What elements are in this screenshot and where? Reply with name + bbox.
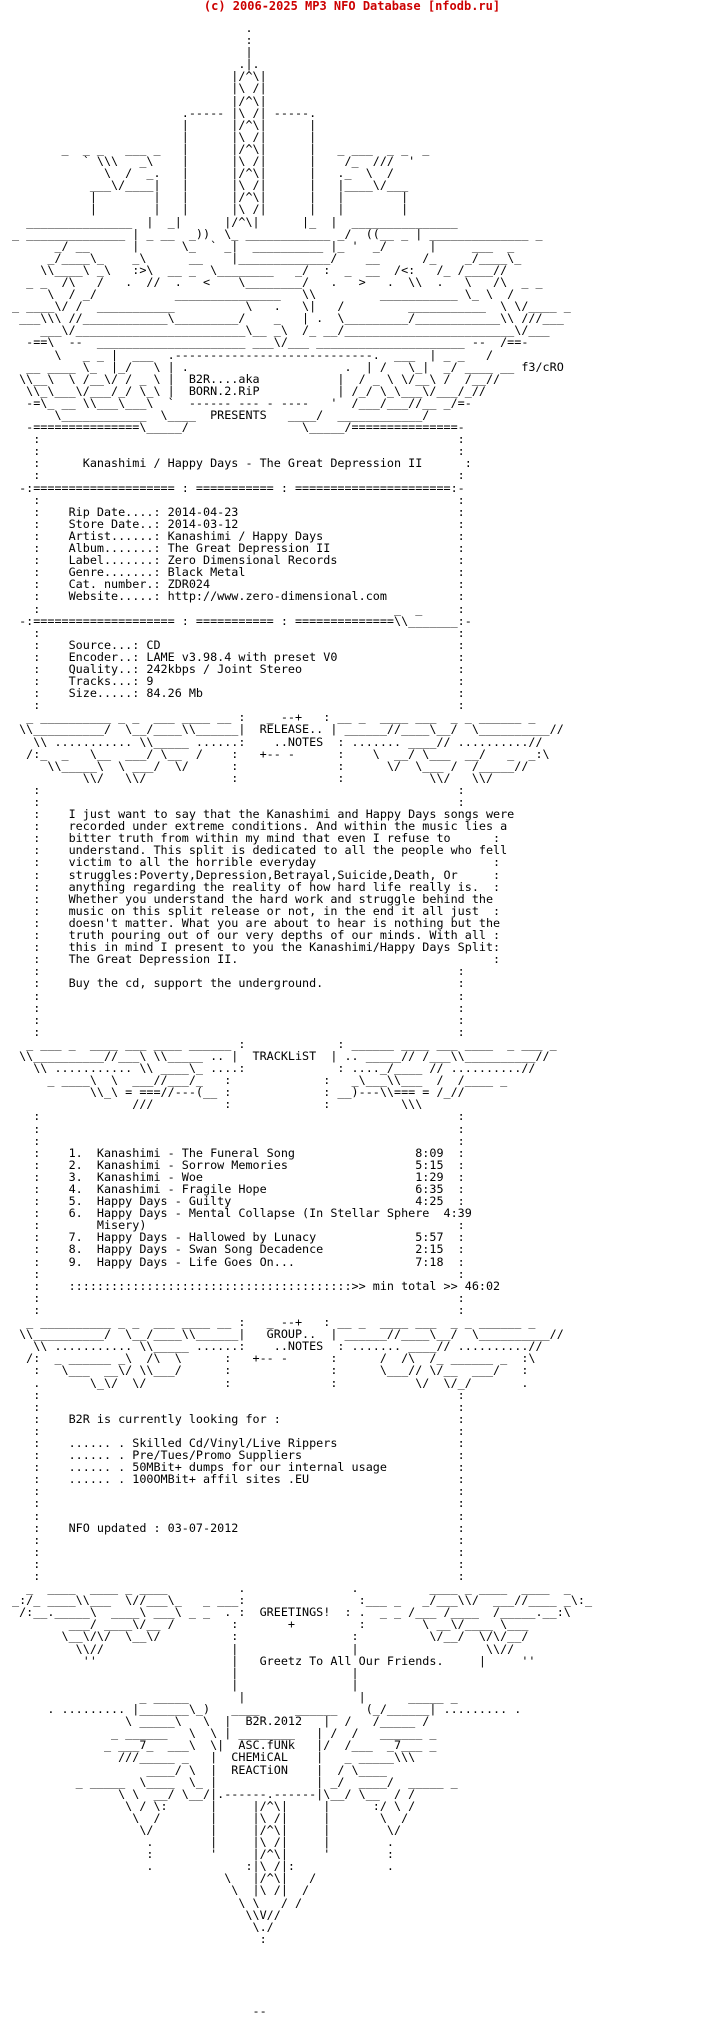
nfo-line: : : xyxy=(12,492,465,507)
nfo-line: : music on this split release or not, in the end it all just : xyxy=(12,903,501,918)
nfo-line: : : xyxy=(12,1387,465,1402)
nfo-line: : xyxy=(12,1931,267,1946)
nfo-line: | | | |/^\| | | | xyxy=(12,190,409,205)
nfo-line: : ...... . 50MBit+ dumps for our internal usage : xyxy=(12,1460,465,1475)
nfo-line: \\_\___\/___/_/ \_\ | BORN.2.RiP | /_/ \_\___\/___/_// xyxy=(12,383,486,398)
nfo-line: -:==================== : =========== : ==============\\_______:- xyxy=(12,613,472,628)
nfo-line: \\__________/ \__/____\\______| RELEASE.. | ______//____\__/ \__________// xyxy=(12,722,564,737)
nfo-line: _ ______ \ \ | ________ | / / ______ _ xyxy=(12,1726,437,1741)
nfo-line: : : xyxy=(12,1266,465,1281)
nfo-line: : : xyxy=(12,432,465,447)
nfo-line: ___\\\ //____________\_________/ _ | . \_________/____________\\ ///___ xyxy=(12,311,564,326)
nfo-line: : this in mind I present to you the Kanashimi/Happy Days Split: xyxy=(12,940,501,955)
nfo-line: : Buy the cd, support the underground. : xyxy=(12,976,465,991)
nfo-line: \/ | |/^\| | \/ xyxy=(12,1822,402,1837)
nfo-line: \ |/^\| / xyxy=(12,1871,317,1886)
nfo-line: | xyxy=(12,45,253,60)
nfo-line: /: _ ______ _\ /\ \ : +-- - : / /\ /_ ______ _ :\ xyxy=(12,1351,536,1366)
nfo-line: \ / | |\ /| | \ / xyxy=(12,1810,409,1825)
nfo-line: . \_\/ \/ : : \/ \/_/ . xyxy=(12,1375,529,1390)
nfo-line: __ ____ \_ |_/ \ | . . | / \_| _/ ____ __ f3/cRO xyxy=(12,359,564,374)
nfo-line: : ...... . 100OMBit+ affil sites .EU : xyxy=(12,1472,465,1487)
nfo-line: : Whether you understand the hard work and struggle behind the xyxy=(12,891,494,906)
nfo-line: : xyxy=(12,33,253,48)
nfo-line: -=\_ __ \\___\___\ ` ------ --- - ---- ' /___/___//__ _/=- xyxy=(12,395,472,410)
nfo-line: _ ___ _ ____ ___ ____ ______ : : ______ ____ ___ ____ _ ___ _ xyxy=(12,1036,557,1051)
nfo-line: | | xyxy=(12,1677,359,1692)
nfo-line: ///_____ _ | CHEMiCAL | _ _____\\\ xyxy=(12,1750,416,1765)
nfo-line: : : xyxy=(12,1556,465,1571)
nfo-line: : 3. Kanashimi - Woe 1:29 : xyxy=(12,1169,465,1184)
nfo-line: -==\ -- _____________________ ___\/___ _____________________ -- /==- xyxy=(12,335,529,350)
nfo-line: : ::::::::::::::::::::::::::::::::::::::::>> min total >> 46:02 xyxy=(12,1278,501,1293)
nfo-line: : : xyxy=(12,468,465,483)
nfo-line: : NFO updated : 03-07-2012 : xyxy=(12,1520,465,1535)
nfo-line: _ ____ ____ _ ____ . . ____ _ ____ ____ _ xyxy=(12,1581,571,1596)
nfo-line: : I just want to say that the Kanashimi and Happy Days songs were xyxy=(12,807,515,822)
nfo-line: ___\/________________________\__ _\ /_ __/________________________\/___ xyxy=(12,323,550,338)
nfo-line: : Website.....: http://www.zero-dimensional.com : xyxy=(12,589,465,604)
nfo-line: \\/ \\/ : : \\/ \\/ xyxy=(12,770,494,785)
nfo-line: : Size.....: 84.26 Mb : xyxy=(12,686,465,701)
nfo-line: \\ ........... \\_____ ......: ..NOTES : ....... ____// ..........// xyxy=(12,734,543,749)
nfo-line: : Album.......: The Great Depression II : xyxy=(12,541,465,556)
nfo-line: | | xyxy=(12,1665,359,1680)
nfo-line: : Encoder..: LAME v3.98.4 with preset V0 : xyxy=(12,649,465,664)
nfodb-credit-header: (c) 2006-2025 MP3 NFO Database [nfodb.ru] xyxy=(203,0,501,13)
nfo-line: _:/_ ____\\___ \//___\_ _ ___: :___ _ _/___\\/ ___//____ _\:_ xyxy=(12,1593,593,1608)
nfo-line: .----- |\ /| -----. xyxy=(12,105,317,120)
nfo-line: ____/ \ | REACTiON | / \____ xyxy=(12,1762,387,1777)
nfo-line: . | |\ /| | . xyxy=(12,1835,395,1850)
nfo-line: \ \ / / xyxy=(12,1895,303,1910)
nfo-line: _______________ | _| |/^\| |_ | _______________ xyxy=(12,214,458,229)
nfo-line: : : xyxy=(12,988,465,1003)
nfo-line: \ _ _ | ___ .----------------------------. ___ | _ _ / xyxy=(12,347,494,362)
nfo-line: _ _ _ ___ _ | |/^\| | _ ___ _ _ _ xyxy=(12,141,430,156)
nfo-line: _/ __ | \_ ` _| __________ |_ ' _/ | ___ _ xyxy=(12,238,515,253)
nfo-line: : understand. This split is dedicated to all the people who fell xyxy=(12,843,508,858)
nfo-line: |\ /| xyxy=(12,81,267,96)
nfo-line: ` \\\ _\ | |\ /| | /_ /// ' xyxy=(12,154,416,169)
nfo-line: : : xyxy=(12,1121,465,1136)
nfo-line: : : xyxy=(12,1399,465,1414)
nfo-line: : : xyxy=(12,1024,465,1039)
nfo-line: : : xyxy=(12,444,465,459)
nfo-line: -:==================== : =========== : ======================:- xyxy=(12,480,465,495)
nfo-line: _ _____ \____ \_ | | _/ ____/ _____ _ xyxy=(12,1774,458,1789)
nfo-line: : Rip Date....: 2014-04-23 : xyxy=(12,504,465,519)
nfo-line: _ __________ _ _ ___ ____ __ : _ --+ : __ _ ____ ___ _ _ ______ _ xyxy=(12,1315,536,1330)
nfo-line: \\V// xyxy=(12,1907,281,1922)
nfo-line: -===============\_____/ \_____/===============- xyxy=(12,420,465,435)
nfo-line: \\// | | \\// xyxy=(12,1641,515,1656)
nfo-line: \./ xyxy=(12,1919,274,1934)
nfo-line: /:__._____\ ____\ ___\ _ _ . : GREETINGS! : . _ _ /___ /____ /_____.__:\ xyxy=(12,1605,571,1620)
nfo-line: : : xyxy=(12,1508,465,1523)
nfo-line: .|. xyxy=(12,57,260,72)
nfo-line: : _ _ : xyxy=(12,601,465,616)
nfo-line: : doesn't matter. What you are about to hear is nothing but the xyxy=(12,915,501,930)
nfo-line: ___\/____| | |\ /| | |____\/___ xyxy=(12,178,409,193)
nfo-line: \ / _. | |/^\| | ._ \ / xyxy=(12,166,395,181)
nfo-line: ___/ ____\/__ / : + : \ __\/____ \___ xyxy=(12,1617,529,1632)
nfo-line: : recorded under extreme conditions. And within the music lies a xyxy=(12,819,508,834)
nfo-line: : : xyxy=(12,1496,465,1511)
nfo-line: _ ____\ \ ___//___/_ : : _\___\\___ / /____ _ xyxy=(12,1073,508,1088)
nfo-line: : 2. Kanashimi - Sorrow Memories 5:15 : xyxy=(12,1157,465,1172)
nfo-line: : : xyxy=(12,1302,465,1317)
nfo-line: _ __________ _ _ ___ ____ __ : _ --+ : __ _ ____ ___ _ _ ______ _ xyxy=(12,710,536,725)
nfo-line: : Misery) : xyxy=(12,1218,465,1233)
nfo-line: : Genre.......: Black Metal : xyxy=(12,565,465,580)
nfo-line: : : xyxy=(12,1000,465,1015)
nfo-line: : Quality..: 242kbps / Joint Stereo : xyxy=(12,661,465,676)
nfo-line: '' | Greetz To All Our Friends. | '' xyxy=(12,1653,536,1668)
nfo-line: . xyxy=(12,21,253,35)
nfo-line: : : xyxy=(12,795,465,809)
nfo-line: : 7. Happy Days - Hallowed by Lunacy 5:57 : xyxy=(12,1230,465,1245)
nfo-line: : Store Date..: 2014-03-12 : xyxy=(12,516,465,531)
nfo-line: _ ____\/ / ___________ \ . \| / ___________ \ \/____ _ xyxy=(12,299,571,314)
nfo-line: \\ ........... \\ ____\_ ....: : ...._/____ // ..........// xyxy=(12,1061,536,1076)
nfo-line: : : xyxy=(12,964,465,979)
nfo-line: : Artist......: Kanashimi / Happy Days : xyxy=(12,528,465,543)
nfo-line: : 6. Happy Days - Mental Collapse (In Stellar Sphere 4:39 xyxy=(12,1206,472,1221)
nfo-line: _ _____ | | _____ _ xyxy=(12,1689,458,1704)
nfo-line: _ ___7_ ___\ \| ASC.fUNk |/ /___ _7___ _ xyxy=(12,1738,437,1753)
nfo-line: _ ______________ | _ __ _)) \_ ____________ _/ ((__ _ | ______________ _ xyxy=(12,226,543,241)
nfo-line: : anything regarding the reality of how hard life really is. : xyxy=(12,879,501,894)
nfo-line: \ |\ /| / xyxy=(12,1883,310,1898)
nfo-line: : struggles:Poverty,Depression,Betrayal,Suicide,Death, Or : xyxy=(12,867,501,882)
nfo-line: : bitter truth from within my mind that even I refuse to : xyxy=(12,831,501,846)
nfo-line: : Cat. number.: ZDR024 : xyxy=(12,577,465,592)
nfo-line: _/____\_ _\ __ |_____________/ __ /_ _/____\_ xyxy=(12,250,522,265)
nfo-line: : : xyxy=(12,1012,465,1027)
nfo-line: . :|\ /|: . xyxy=(12,1859,395,1874)
nfo-line: \\__\ \ /__\/ / _ \ | B2R....aka | / _ \ \/__\ / /__// xyxy=(12,371,501,386)
nfo-line: : ' |/^\| ' : xyxy=(12,1847,395,1862)
nfo-line: : 9. Happy Days - Life Goes On... 7:18 : xyxy=(12,1254,465,1269)
nfo-line: : Label.......: Zero Dimensional Records : xyxy=(12,553,465,568)
nfo-line: \____________ \____ PRESENTS ____/ ____________/ xyxy=(12,408,430,422)
nfo-line: : : xyxy=(12,1133,465,1148)
nfo-line: : : xyxy=(12,1484,465,1499)
nfo-line: | |/^\| | xyxy=(12,117,317,132)
nfo-line: \\_\ = ===//---(__ : : __)---\\=== = /_// xyxy=(12,1085,465,1100)
nfo-line: : 1. Kanashimi - The Funeral Song 8:09 : xyxy=(12,1145,465,1160)
nfo-line: : : xyxy=(12,1109,465,1124)
nfo-line: \\ ........... \\_____ ......: ..NOTES : ....... ____// ..........// xyxy=(12,1339,543,1354)
nfo-line: : : xyxy=(12,625,465,640)
nfo-line: \ / \: | |/^\| | :/ \ / xyxy=(12,1798,416,1813)
nfo-line: : Kanashimi / Happy Days - The Great Depression II : xyxy=(12,456,472,471)
nfo-line: : : xyxy=(12,698,465,713)
nfo-line: : ...... . Pre/Tues/Promo Suppliers : xyxy=(12,1448,465,1463)
nfo-line: : : xyxy=(12,782,465,797)
nfo-line: _ _ /\ / . // . < \________/ . > . \\ . \ /\ _ _ xyxy=(12,274,543,289)
nfo-line: \\____\ _\ :>\ __ _ \________ _/ : _ __ /<: /_ /____// xyxy=(12,262,508,277)
nfo-line: \\__________//___\ \\_____ .. | TRACKLiST | .. _____// /___\\__________// xyxy=(12,1048,550,1063)
nfo-line: -- xyxy=(12,2004,267,2018)
nfo-line: /// : : \\\ xyxy=(12,1097,423,1112)
nfo-line: \\__________/ \__/____\\______| GROUP.. | ______//____\__/ \__________// xyxy=(12,1327,564,1342)
nfo-line: \\_____\ \ ___/ \/ : : \/ \___ / /_____// xyxy=(12,758,529,773)
nfo-line: : \___ __\/ \\___/ : : \___// \/__ ___/ : xyxy=(12,1363,529,1378)
nfo-line: | | | |\ /| | | | xyxy=(12,202,409,217)
nfo-line: \__\/\/ \__\/ : : \/__/ \/\/__/ xyxy=(12,1629,529,1644)
nfo-line: \ \ __/ \__/|.------.------|\__/ \__ / / xyxy=(12,1786,416,1801)
nfo-line: | |\ /| | xyxy=(12,129,317,144)
nfo-ascii-body xyxy=(12,22,592,2017)
nfo-line: \ _____\ \ | B2R.2012 | / /_____ / xyxy=(12,1714,430,1729)
nfo-line: : truth pouring out of our very depths of our minds. With all : xyxy=(12,928,501,943)
nfo-line: : 4. Kanashimi - Fragile Hope 6:35 : xyxy=(12,1182,465,1196)
nfo-line: : B2R is currently looking for : : xyxy=(12,1411,465,1426)
nfo-line: . ......... |_______\_) ____ ______ (_/______| ......... . xyxy=(12,1702,522,1717)
nfo-line: : : xyxy=(12,1532,465,1547)
nfo-line: : 5. Happy Days - Guilty 4:25 : xyxy=(12,1194,465,1209)
nfo-line: \ / _/ _______________ \\ ___________ \_ \ / xyxy=(12,287,515,302)
nfo-line: /:_ _ \__ ___/ \__ / : +-- - : \ __/ \___ __/ _ _:\ xyxy=(12,746,550,761)
nfo-line: : Source...: CD : xyxy=(12,637,465,652)
nfo-line: : ...... . Skilled Cd/Vinyl/Live Rippers : xyxy=(12,1435,465,1450)
nfo-line: : : xyxy=(12,1569,465,1583)
nfo-line: : 8. Happy Days - Swan Song Decadence 2:15 : xyxy=(12,1242,465,1257)
nfo-line: : : xyxy=(12,1290,465,1305)
nfo-line: : : xyxy=(12,1423,465,1438)
nfo-line: : : xyxy=(12,1544,465,1559)
nfo-line: : The Great Depression II. : xyxy=(12,952,501,967)
nfo-line: |/^\| xyxy=(12,93,267,108)
nfo-line: |/^\| xyxy=(12,69,267,84)
nfo-line: : victim to all the horrible everyday : xyxy=(12,855,501,870)
nfo-line: : Tracks...: 9 : xyxy=(12,674,465,689)
